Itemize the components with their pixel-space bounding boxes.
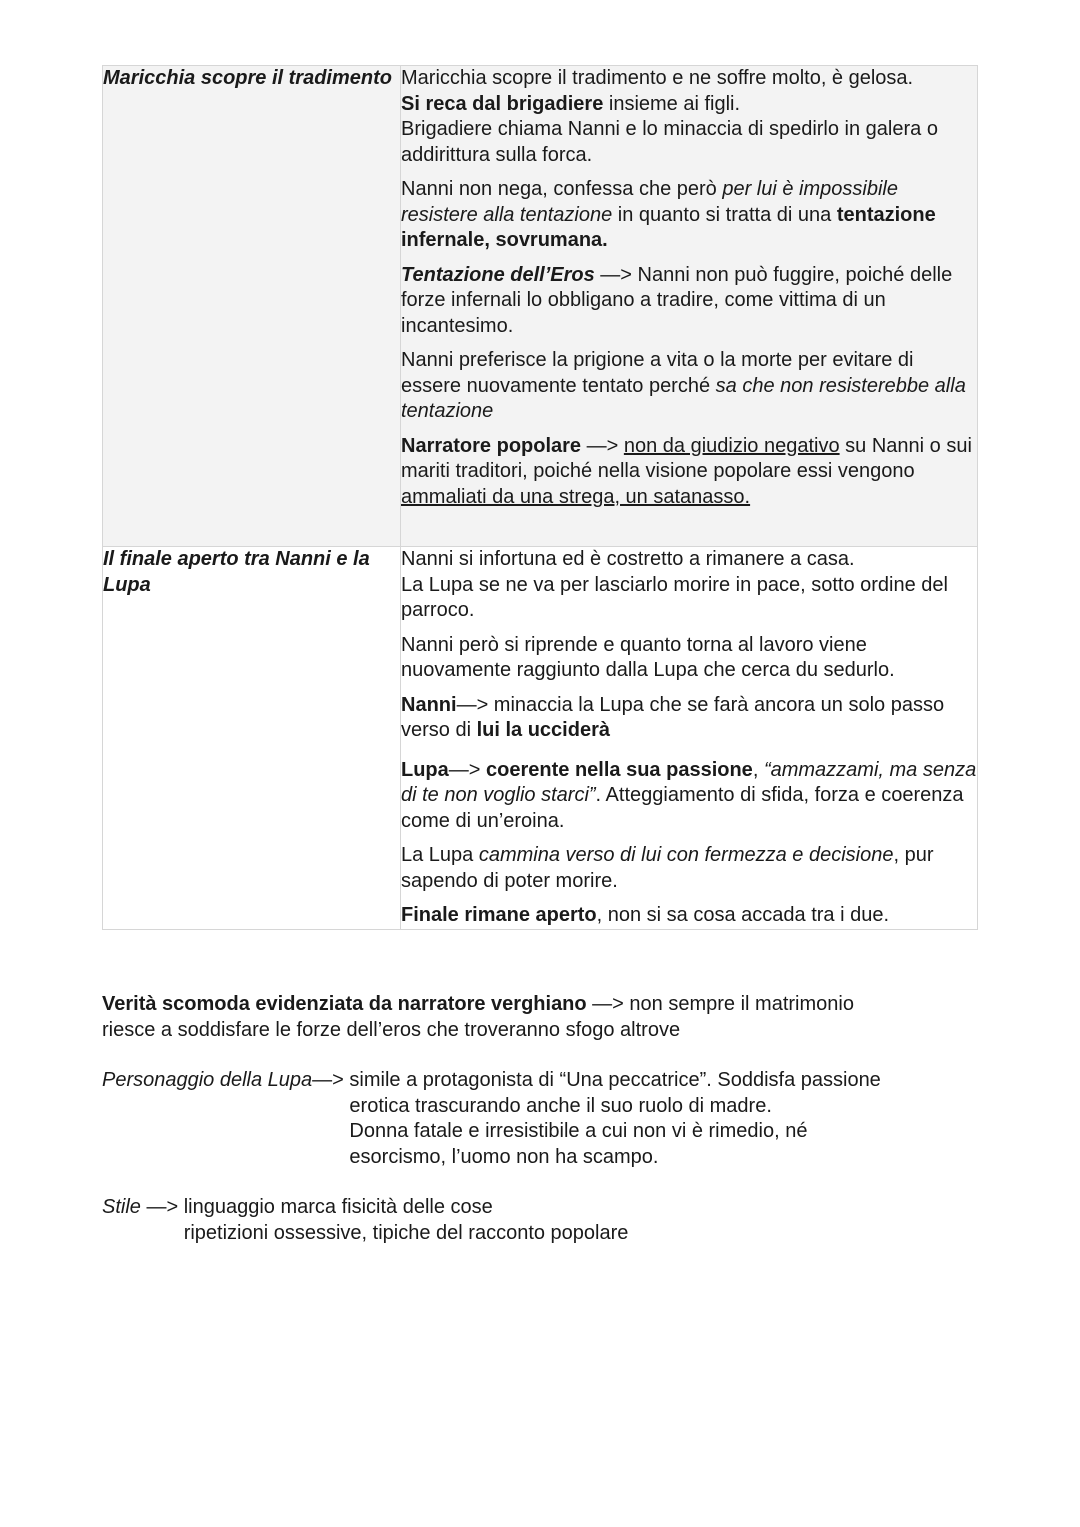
personaggio-lines <box>349 1068 880 1170</box>
text: Nanni non nega, confessa che però <box>401 178 723 200</box>
text-line: La Lupa se ne va per lasciarlo morire in pace, sotto ordine del parroco. <box>401 573 948 621</box>
table-row <box>103 547 978 930</box>
paragraph <box>401 547 977 624</box>
bold-text: Narratore popolare <box>401 434 582 457</box>
text-line: riesce a soddisfare le forze dell’eros che troveranno sfogo altrove <box>102 1018 681 1041</box>
italic-text: cammina verso di lui con fermezza e decisione <box>478 844 894 866</box>
text: insieme ai figli. <box>603 92 741 115</box>
bold-italic-text: Tentazione dell’Eros <box>401 263 595 286</box>
arrow: —> <box>140 1196 184 1218</box>
row-title: Maricchia scopre il tradimento <box>103 66 401 547</box>
verita-paragraph <box>102 992 854 1043</box>
text: —> Nanni non può fuggire, poiché delle forze infernali lo obbligano a tradire, come vittima di un incantesimo. <box>401 263 953 337</box>
paragraph <box>401 843 977 894</box>
bold-text: lui la ucciderà <box>476 719 610 741</box>
text-line: Brigadiere chiama Nanni e lo minaccia di spedirlo in galera o addirittura sulla forca. <box>401 118 938 166</box>
paragraph <box>401 693 977 744</box>
text: , non si sa cosa accada tra i due. <box>596 904 890 926</box>
stile-lines <box>184 1195 629 1246</box>
italic-text: sa che non resisterebbe alla tentazione <box>401 374 966 422</box>
stile-key-wrap <box>102 1195 184 1246</box>
stile-block <box>102 1195 628 1246</box>
row-title: Il finale aperto tra Nanni e la Lupa <box>103 547 401 930</box>
bold-text: Finale rimane aperto <box>401 904 597 926</box>
text-line: linguaggio marca fisicità delle cose <box>183 1196 493 1218</box>
stile-key: Stile <box>102 1196 141 1218</box>
personaggio-key-wrap <box>102 1068 349 1170</box>
table-row <box>103 66 978 547</box>
paragraph <box>401 66 977 168</box>
paragraph <box>401 758 977 835</box>
text: —> <box>581 434 624 457</box>
text-line: Donna fatale e irresistibile a cui non vi è rimedio, né <box>349 1120 808 1142</box>
bold-text: tentazione infernale, sovrumana. <box>401 203 936 251</box>
text: Nanni però si riprende e quanto torna al lavoro viene nuovamente raggiunto dalla Lupa che cerca du sedurlo. <box>401 633 895 681</box>
bold-text: Nanni <box>401 693 457 716</box>
paragraph <box>401 263 977 340</box>
bold-text: coerente nella sua passione <box>486 758 753 781</box>
bold-text: Verità scomoda evidenziata da narratore verghiano <box>102 993 587 1015</box>
text: Nanni preferisce la prigione a vita o la morte per evitare di essere nuovamente tentato perché <box>401 349 914 397</box>
row-content <box>401 66 978 547</box>
personaggio-key: Personaggio della Lupa <box>102 1069 313 1091</box>
paragraph <box>401 177 977 254</box>
underlined-text: ammaliati da una strega, un satanasso. <box>401 485 751 508</box>
text: —> <box>448 758 487 781</box>
text-line: Nanni si infortuna ed è costretto a rimanere a casa. <box>401 548 855 570</box>
text: in quanto si tratta di una <box>612 203 837 226</box>
paragraph <box>401 434 977 511</box>
italic-text: per lui è impossibile resistere alla tentazione <box>401 178 898 226</box>
text: su Nanni o sui mariti traditori, poiché nella visione popolare essi vengono <box>401 434 972 482</box>
bold-text: Si reca dal brigadiere <box>401 92 604 115</box>
text-line: simile a protagonista di “Una peccatrice”. Soddisfa passione <box>349 1069 881 1091</box>
paragraph <box>401 903 977 929</box>
arrow: —> <box>312 1069 350 1091</box>
paragraph <box>401 348 977 425</box>
text: . Atteggiamento di sfida, forza e coerenza come di un’eroina. <box>401 784 964 832</box>
text: —> non sempre il matrimonio <box>586 993 854 1015</box>
row-content <box>401 547 978 930</box>
italic-text: “ammazzami, ma senza di te non voglio starci” <box>401 758 977 806</box>
personaggio-block <box>102 1068 881 1170</box>
bold-text: Lupa <box>401 758 449 781</box>
text: , pur sapendo di poter morire. <box>401 844 934 892</box>
text: La Lupa <box>401 844 479 866</box>
notes-table <box>102 65 978 930</box>
text-line: erotica trascurando anche il suo ruolo di madre. <box>349 1094 772 1117</box>
paragraph <box>401 633 977 684</box>
text: , <box>752 758 764 781</box>
text-line: Maricchia scopre il tradimento e ne soffre molto, è gelosa. <box>401 67 914 89</box>
text-line: ripetizioni ossessive, tipiche del racconto popolare <box>183 1221 629 1244</box>
text-line: esorcismo, l’uomo non ha scampo. <box>349 1145 659 1168</box>
text: —> minaccia la Lupa che se farà ancora un solo passo verso di <box>401 693 945 741</box>
underlined-text: non da giudizio negativo <box>623 434 840 457</box>
